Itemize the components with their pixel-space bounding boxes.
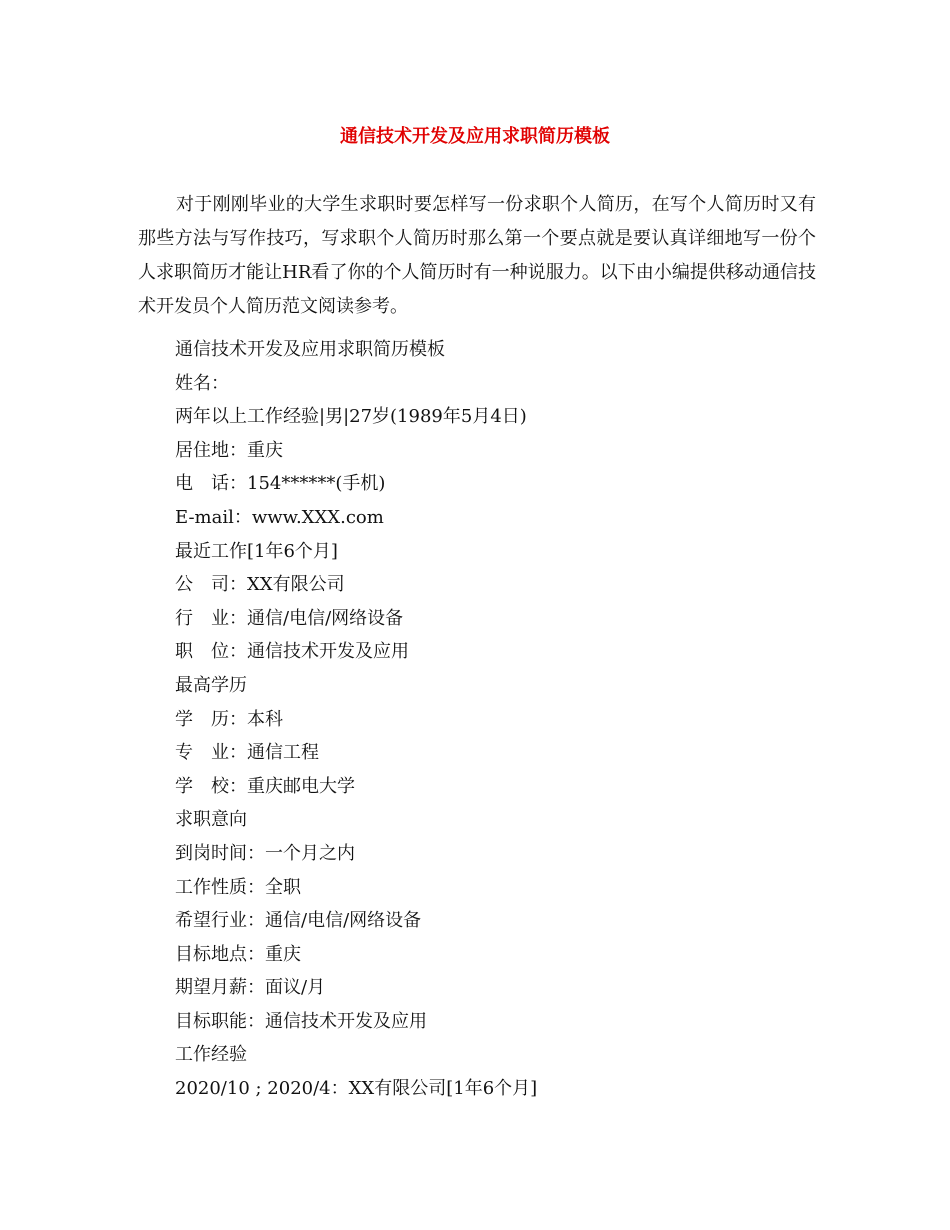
resume-lines <box>175 333 815 1106</box>
job-type-line: 工作性质：全职 <box>175 876 301 898</box>
position-line: 职 位：通信技术开发及应用 <box>175 641 409 663</box>
document-title: 通信技术开发及应用求职简历模板 <box>340 126 610 147</box>
desired-industry-line: 希望行业：通信/电信/网络设备 <box>175 910 422 932</box>
school-line: 学 校：重庆邮电大学 <box>175 775 355 797</box>
expected-salary-line: 期望月薪：面议/月 <box>175 977 326 999</box>
residence-line: 居住地：重庆 <box>175 439 283 461</box>
recent-work-heading: 最近工作[1年6个月] <box>175 540 338 562</box>
resume-heading: 通信技术开发及应用求职简历模板 <box>175 339 445 360</box>
industry-line: 行 业：通信/电信/网络设备 <box>175 607 404 629</box>
target-location-line: 目标地点：重庆 <box>175 943 301 965</box>
phone-line: 电 话：154******(手机) <box>175 473 386 495</box>
email-line: E-mail：www.XXX.com <box>175 506 384 528</box>
degree-line: 学 历：本科 <box>175 708 283 730</box>
intro-paragraph: 对于刚刚毕业的大学生求职时要怎样写一份求职个人简历，在写个人简历时又有那些方法与写作技巧，写求职个人简历时那么第一个要点就是要认真详细地写一份个人求职简历才能让HR看了你的个人简历时有一种说服力。以下由小编提供移动通信技术开发员个人简历范文阅读参考。 <box>138 194 816 317</box>
work-experience-heading: 工作经验 <box>175 1044 247 1066</box>
company-line: 公 司：XX有限公司 <box>175 574 345 596</box>
availability-line: 到岗时间：一个月之内 <box>175 842 355 864</box>
job-intention-heading: 求职意向 <box>175 809 247 831</box>
experience-summary-line: 两年以上工作经验|男|27岁(1989年5月4日) <box>175 406 527 428</box>
major-line: 专 业：通信工程 <box>175 742 319 764</box>
work-experience-entry: 2020/10 ; 2020/4：XX有限公司[1年6个月] <box>175 1078 538 1100</box>
education-heading: 最高学历 <box>175 674 247 696</box>
target-function-line: 目标职能：通信技术开发及应用 <box>175 1010 427 1032</box>
name-line: 姓名： <box>175 372 229 394</box>
